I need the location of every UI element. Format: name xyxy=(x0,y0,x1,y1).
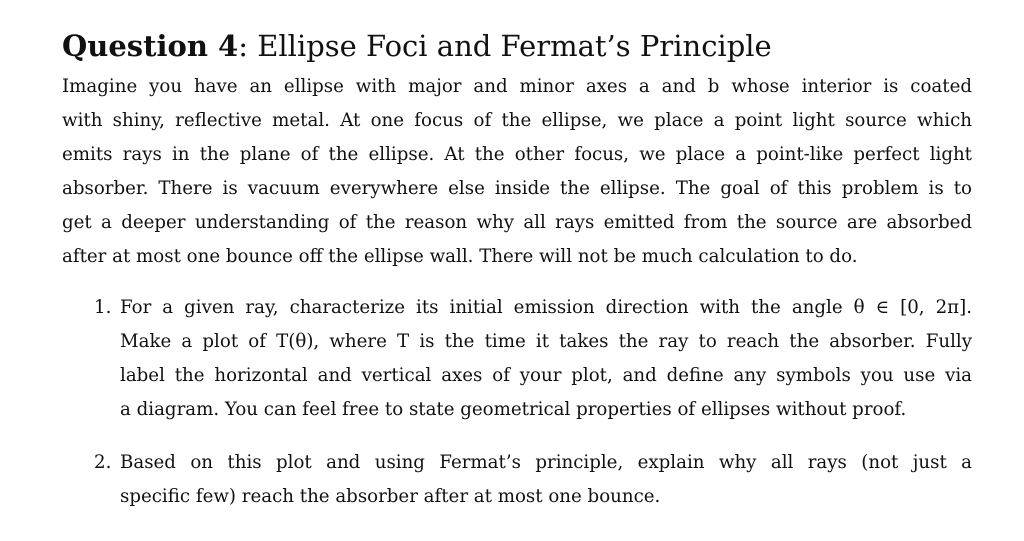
question-parts-list xyxy=(94,291,972,533)
part-line: specific few) reach the absorber after at most one bounce. xyxy=(120,486,661,507)
part-number: 2. xyxy=(94,452,112,473)
question-label: Question 4 xyxy=(62,29,239,63)
statement-line: Imagine you have an ellipse with major and minor axes a and b whose interior is coated xyxy=(62,76,972,97)
statement-line: emits rays in the plane of the ellipse. At the other focus, we place a point-like perfect light xyxy=(62,144,972,165)
part-item-2 xyxy=(94,446,972,514)
part-line: For a given ray, characterize its initial emission direction with the angle θ ∈ [0, 2π]. xyxy=(120,297,972,318)
part-line: a diagram. You can feel free to state geometrical properties of ellipses without proof. xyxy=(120,399,907,420)
question-title: : Ellipse Foci and Fermat’s Principle xyxy=(238,29,772,63)
question-document xyxy=(62,26,972,507)
part-item-1 xyxy=(94,291,972,427)
statement-line: absorber. There is vacuum everywhere else inside the ellipse. The goal of this problem is to xyxy=(62,178,972,199)
part-line: Make a plot of T(θ), where T is the time it takes the ray to reach the absorber. Fully xyxy=(120,331,972,352)
part-line: label the horizontal and vertical axes of your plot, and define any symbols you use via xyxy=(120,365,972,386)
part-number: 1. xyxy=(94,297,112,318)
statement-line: get a deeper understanding of the reason why all rays emitted from the source are absorbed xyxy=(62,212,972,233)
part-line: Based on this plot and using Fermat’s principle, explain why all rays (not just a xyxy=(120,452,972,473)
statement-line: after at most one bounce off the ellipse wall. There will not be much calculation to do. xyxy=(62,246,858,267)
statement-line: with shiny, reflective metal. At one focus of the ellipse, we place a point light source which xyxy=(62,110,972,131)
question-heading xyxy=(62,26,972,66)
problem-statement xyxy=(62,70,972,274)
